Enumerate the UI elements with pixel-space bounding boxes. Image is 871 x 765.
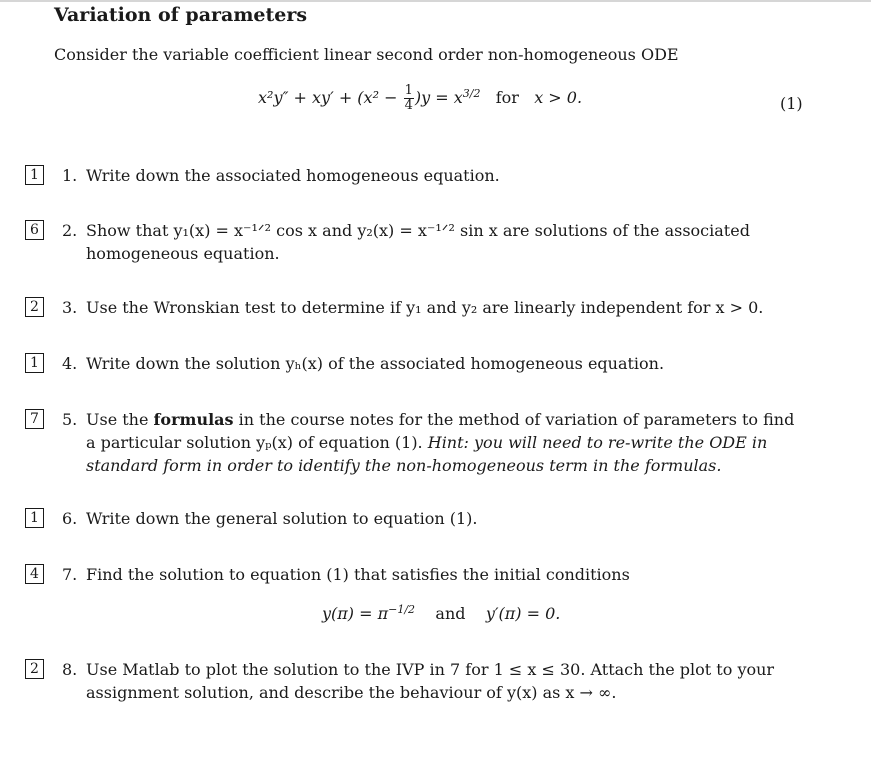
question-text: Write down the solution yₕ(x) of the associated homogeneous equation. (86, 354, 665, 373)
equation-number: (1) (780, 94, 803, 113)
fraction-numerator: 1 (404, 83, 413, 98)
question-text: Use the Wronskian test to determine if y₁ and y₂ are linearly independent for x > 0. (86, 298, 764, 317)
initial-conditions (322, 604, 560, 623)
fraction (404, 84, 414, 113)
ic-right: y′(π) = 0. (485, 604, 561, 623)
marks-box-q1: 1 (25, 165, 44, 185)
equation-lhs-b: )y = x (414, 88, 463, 107)
marks-box-q4: 1 (25, 353, 44, 373)
question-number: 5. (62, 410, 78, 429)
question-number: 7. (62, 565, 78, 584)
question-text: Show that y₁(x) = x⁻¹ᐟ² cos x and y₂(x) = x⁻¹ᐟ² sin x are solutions of the associated homogeneous equation. (86, 221, 750, 263)
question-number: 4. (62, 354, 78, 373)
question-text-b: in the course notes for the method of variation of parameters to find a particular solution yₚ(x) of equation (1). (86, 410, 795, 452)
question-number: 3. (62, 298, 78, 317)
question-number: 6. (62, 509, 78, 528)
question-number: 8. (62, 660, 78, 679)
marks-box-q3: 2 (25, 297, 44, 317)
question-text-a: Use the (86, 410, 149, 429)
question-8 (62, 658, 807, 704)
marks-box-q8: 2 (25, 659, 44, 679)
fraction-denominator: 4 (404, 98, 413, 113)
ode-equation (258, 84, 582, 113)
question-text: Find the solution to equation (1) that satisfies the initial conditions (86, 565, 630, 584)
formulas-emphasis: formulas (153, 410, 234, 429)
question-4 (62, 352, 807, 375)
ic-left-power: −1/2 (388, 603, 416, 616)
intro-text: Consider the variable coefficient linear second order non-homogeneous ODE (54, 45, 679, 64)
equation-lhs-a: x²y″ + xy′ + (x² − (258, 88, 398, 107)
question-5 (62, 408, 807, 477)
question-text: Use Matlab to plot the solution to the IVP in 7 for 1 ≤ x ≤ 30. Attach the plot to your assignment solution, and describe the behaviour of y(x) as x → ∞. (86, 660, 775, 702)
question-2 (62, 219, 807, 265)
marks-box-q6: 1 (25, 508, 44, 528)
question-6 (62, 507, 807, 530)
question-text (86, 408, 807, 477)
hint-text: Hint: you will need to re-write the ODE in standard form in order to identify the non-homogeneous term in the formulas. (86, 433, 768, 475)
question-3 (62, 296, 807, 319)
equation-condition: for (495, 88, 519, 107)
question-1 (62, 164, 807, 187)
equation-power: 3/2 (462, 87, 481, 100)
question-number: 1. (62, 166, 78, 185)
marks-box-q5: 7 (25, 409, 44, 429)
question-7 (62, 563, 807, 586)
marks-box-q7: 4 (25, 564, 44, 584)
ic-and: and (435, 604, 466, 623)
question-text: Write down the associated homogeneous equation. (86, 166, 500, 185)
marks-box-q2: 6 (25, 220, 44, 240)
question-text: Write down the general solution to equation (1). (86, 509, 478, 528)
ic-left: y(π) = π (322, 604, 389, 623)
top-divider (0, 0, 871, 2)
question-number: 2. (62, 221, 78, 240)
equation-domain: x > 0. (534, 88, 583, 107)
page-title: Variation of parameters (54, 4, 308, 26)
